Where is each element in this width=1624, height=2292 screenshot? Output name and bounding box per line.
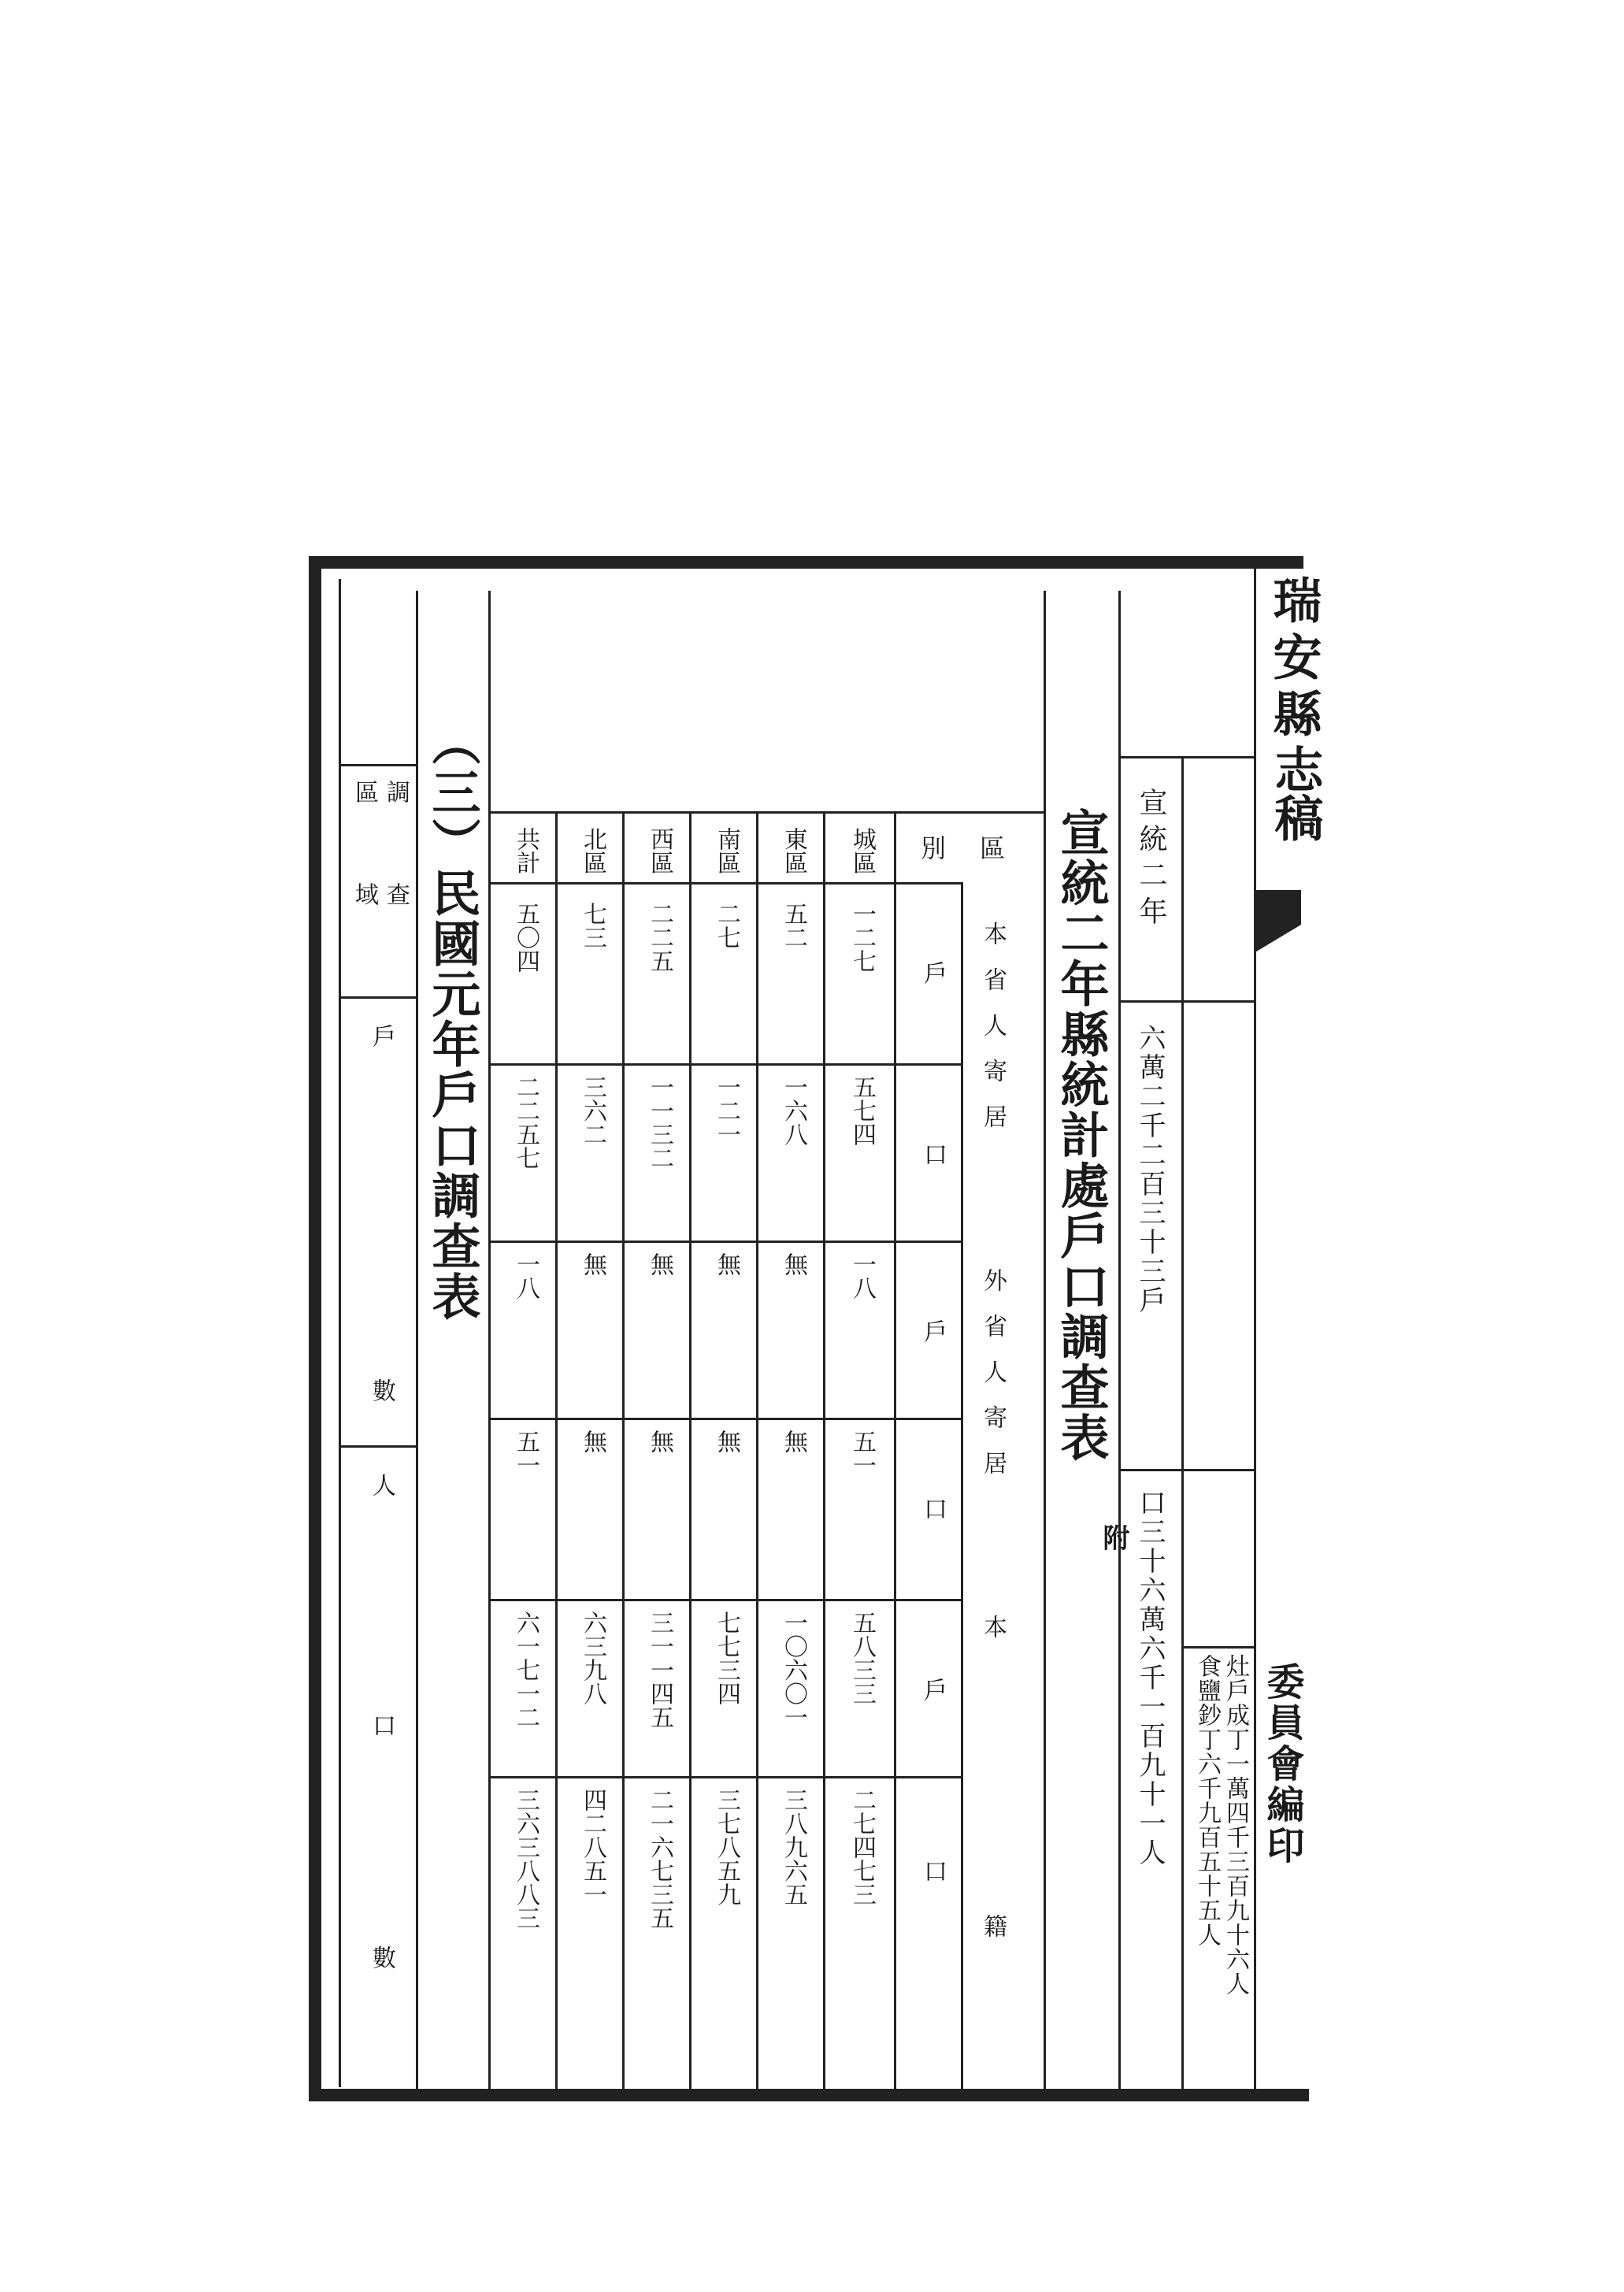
table1-cell: 二七四七三 [848,1788,876,1906]
table1-cell: 無 [579,1430,606,1453]
table1-group-native-2: 籍 [979,1914,1007,1938]
table2-top-rule [339,764,416,766]
table1-cell: 三一一四五 [646,1611,673,1729]
table1-cell: 五七四 [848,1075,876,1146]
table1-row-name: 南區 [713,827,740,874]
table1-name-rule [488,882,961,885]
frame-bottom-rule [315,2089,1309,2101]
table1-cell: 三八九六五 [780,1788,807,1906]
table1-cell: 一八 [512,1252,539,1300]
committee-imprint: 委員會編印 [1260,1662,1304,1867]
table1-row-name: 北區 [579,827,606,874]
xuantong-households: 六萬二千二百三十三戶 [1134,1024,1166,1315]
table1-col-rule-7 [961,882,963,2089]
table1-row-rule-1 [488,1063,961,1066]
table2-col-population: 人 [368,1473,395,1496]
table1-cell: 一〇六〇一 [780,1611,807,1729]
table1-row-name: 共計 [512,827,539,874]
table1-cell: 七三 [579,902,606,949]
table1-title: 宣統二年縣統計處戶口調查表 [1052,807,1110,1463]
table2-col-survey: 調查 [382,780,410,985]
xuantong-note-line1: 灶戶成丁一萬四千三百九十六人 [1222,1654,1249,1996]
table1-cell: 六三九八 [579,1611,606,1705]
book-title-fragment: 志稿 [1266,744,1324,842]
table2-mid-rule [339,1445,416,1448]
table1-cell: 無 [780,1430,807,1453]
table1-cell: 無 [579,1252,606,1276]
table1-col-district: 區 [976,835,1006,860]
table2-col-population-3: 數 [368,1945,395,1969]
frame-inner-left-rule [339,579,341,2087]
table1-cell: 無 [713,1430,740,1453]
table1-cell: 五八三三 [848,1611,876,1705]
table1-cell: 一二七 [848,902,876,973]
table1-cell: 無 [713,1252,740,1276]
xuantong-note-line2: 食鹽鈔丁六千九百五十五人 [1193,1654,1221,1947]
table1-top-rule [488,811,1044,814]
table1-col-rule-3 [689,811,691,2089]
xuantong-population: 口三十六萬六千一百九十一人 [1134,1489,1166,1867]
table1-cell: 一八 [848,1252,876,1300]
table1-sub-kou-2: 口 [919,1496,947,1520]
table1-row-rule-5 [488,1776,961,1778]
frame-top-rule [319,556,1303,569]
table2-header-rule [339,996,416,999]
table1-left-rule [488,591,491,2089]
table2-title: （三）民國元年戶口調查表 [424,717,481,1322]
table1-row-rule-2 [488,1241,961,1243]
xuantong-top-rule [1118,756,1254,758]
table1-col-rule-6 [894,811,896,2089]
table1-col-rule-1 [555,811,558,2089]
county-title: 瑞安縣 [1265,575,1322,745]
table1-cell: 二七 [713,902,740,949]
table1-cell: 三七八五九 [713,1788,740,1906]
table2-col-region: 區域 [350,780,378,985]
table1-cell: 五二 [780,902,807,949]
table1-cell: 四二八五一 [579,1788,606,1906]
table1-row-name: 城區 [848,827,876,874]
table2-col-households: 戶 [368,1024,395,1048]
table1-sub-hu-3: 戶 [919,1678,947,1701]
table1-cell: 一二一 [713,1075,740,1146]
table2-col-households-2: 數 [368,1378,395,1402]
table1-col-rule-4 [756,811,758,2089]
xuantong-inner-rule [1181,756,1184,2089]
table2-col-population-2: 口 [368,1713,395,1737]
table1-col-rule-2 [622,811,625,2089]
table1-sub-hu-1: 戶 [919,961,947,985]
table1-cell: 五一 [512,1430,539,1477]
table1-row-name: 東區 [780,827,807,874]
table1-col-rule-5 [823,811,825,2089]
frame-left-rule [309,556,321,2101]
table1-row-rule-4 [488,1599,961,1601]
table1-sub-kou-3: 口 [919,1859,947,1882]
table1-row-name: 西區 [646,827,673,874]
table1-cell: 無 [646,1252,673,1276]
table1-group-outside: 外省人寄居 [979,1268,1007,1496]
table1-sub-hu-2: 戶 [919,1319,947,1343]
table1-cell: 三六三八八三 [512,1788,539,1930]
table1-cell: 三六二 [579,1075,606,1146]
table1-cell: 二二五七 [512,1075,539,1170]
table1-cell: 二二五 [646,902,673,973]
table1-cell: 一六八 [780,1075,807,1146]
xuantong-note-rule [1181,1646,1254,1649]
xuantong-year-label: 宣統二年 [1135,788,1167,933]
table1-cell: 無 [646,1430,673,1453]
table1-cell: 無 [780,1252,807,1276]
table1-cell: 六一七一二 [512,1611,539,1729]
table1-cell: 二一六七三五 [646,1788,673,1930]
table1-row-rule-3 [488,1418,961,1420]
xuantong-left-rule [1118,591,1121,2089]
title-tab-marker [1254,890,1301,953]
table1-cell: 一一三二 [646,1075,673,1170]
xuantong-mid-rule [1118,1000,1254,1003]
table1-col-district-2: 別 [917,835,947,860]
table1-sub-kou-1: 口 [919,1142,947,1166]
xuantong-lower-rule [1118,1469,1254,1471]
table1-cell: 七七三四 [713,1611,740,1705]
table1-cell: 五一 [848,1430,876,1477]
table1-group-local: 本省人寄居 [979,922,1007,1150]
table1-cell: 五〇四 [512,902,539,973]
table1-group-native: 本 [979,1615,1007,1638]
table1-title-suffix: 附 [1098,1524,1129,1551]
